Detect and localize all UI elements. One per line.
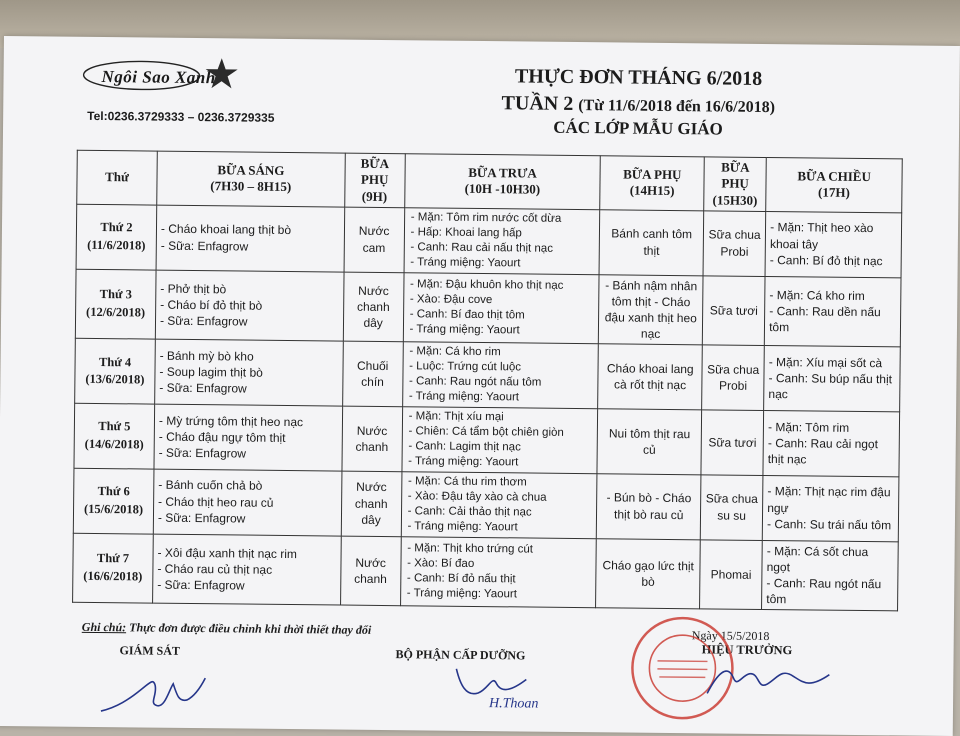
day-date: (13/6/2018) xyxy=(85,371,145,387)
snack1-cell: Nước chanh xyxy=(342,406,403,471)
menu-item: - Sữa: Enfagrow xyxy=(157,577,245,593)
menu-item: - Sữa: Enfagrow xyxy=(159,313,248,329)
snack3-cell: Sữa tươi xyxy=(702,275,765,345)
principal-title: HIỆU TRƯỞNG xyxy=(701,642,793,658)
supervisor-title: GIÁM SÁT xyxy=(119,643,180,658)
menu-item: - Cháo thịt heo rau củ xyxy=(158,494,274,510)
header-lunch-time: (10H -10H30) xyxy=(464,181,541,197)
menu-item: - Mỳ trứng tôm thịt heo nạc xyxy=(158,413,304,429)
menu-item: - Tráng miệng: Yaourt xyxy=(407,519,518,533)
table-row xyxy=(76,204,902,277)
footnote xyxy=(82,620,372,638)
header-snack2-time: (14H15) xyxy=(629,182,675,199)
header-snack3 xyxy=(704,157,767,211)
header-snack1-time: (9H) xyxy=(361,188,388,204)
header-day-label: Thứ xyxy=(105,169,129,185)
issue-date: Ngày 15/5/2018 xyxy=(691,628,770,644)
menu-item: - Mặn: Tôm rim xyxy=(768,419,850,435)
table-row xyxy=(74,403,900,476)
day-name: Thứ 6 xyxy=(97,484,130,499)
menu-item: - Canh: Rau dền nấu tôm xyxy=(769,303,881,335)
footnote-label: Ghi chú: xyxy=(81,619,127,635)
snack3-cell: Sữa chua Probi xyxy=(703,211,766,276)
lunch-cell xyxy=(403,272,599,344)
menu-item: - Xào: Đậu tây xào cà chua xyxy=(407,489,547,504)
page-title: THỰC ĐƠN THÁNG 6/2018 xyxy=(514,65,763,90)
snack1-cell: Nước chanh dây xyxy=(341,471,402,536)
menu-item: - Sữa: Enfagrow xyxy=(159,380,247,396)
menu-item: - Xào: Đậu cove xyxy=(409,293,493,307)
day-cell xyxy=(73,533,154,604)
header-snack2-label: BỮA PHỤ xyxy=(623,166,682,183)
phone-number: Tel:0236.3729333 – 0236.3729335 xyxy=(87,108,275,125)
day-name: Thứ 7 xyxy=(96,551,130,566)
menu-item: - Phở thịt bò xyxy=(160,281,227,296)
day-cell xyxy=(76,204,157,270)
snack2-cell: Cháo gạo lức thịt bò xyxy=(596,538,701,609)
menu-item: - Tráng miệng: Yaourt xyxy=(409,323,520,337)
lunch-cell xyxy=(402,342,598,409)
menu-item: - Soup lagim thịt bò xyxy=(159,364,263,380)
breakfast-cell xyxy=(155,339,343,406)
header-dinner-time: (17H) xyxy=(818,184,850,201)
day-date: (12/6/2018) xyxy=(86,304,146,320)
snack2-cell: - Bún bò - Cháo thịt bò rau củ xyxy=(597,473,702,539)
breakfast-cell xyxy=(154,404,342,471)
menu-item: - Bánh mỳ bò kho xyxy=(159,348,254,364)
header-snack2 xyxy=(600,156,704,211)
day-cell xyxy=(75,339,156,405)
menu-item: - Mặn: Xíu mại sốt cà xyxy=(768,354,883,371)
menu-item: - Xào: Bí đao xyxy=(407,557,475,570)
menu-item: - Mặn: Thịt heo xào khoai tây xyxy=(769,220,874,252)
table-row xyxy=(75,269,901,347)
snack3-cell: Sữa chua su su xyxy=(700,475,763,540)
snack2-cell: Nui tôm thịt rau củ xyxy=(597,409,702,475)
header-dinner xyxy=(766,157,902,212)
menu-item: - Mặn: Cá thu rim thơm xyxy=(407,475,527,489)
menu-item: - Mặn: Cá kho rim xyxy=(409,345,501,359)
week-label: TUẦN 2 xyxy=(501,92,574,115)
menu-item: - Tráng miệng: Yaourt xyxy=(408,455,519,469)
menu-item: - Mặn: Cá kho rim xyxy=(769,287,865,303)
menu-item: - Canh: Su búp nấu thịt nạc xyxy=(768,371,893,402)
header-dinner-label: BỮA CHIỀU xyxy=(797,168,871,185)
day-name: Thứ 4 xyxy=(98,354,132,369)
snack3-cell: Phomai xyxy=(700,539,763,609)
breakfast-cell xyxy=(155,270,343,342)
lunch-cell xyxy=(402,407,598,474)
logo-text: Ngôi Sao Xanh xyxy=(101,67,216,88)
header-snack1 xyxy=(344,153,405,207)
header-day xyxy=(77,150,158,205)
day-name: Thứ 2 xyxy=(100,220,133,235)
snack2-cell: - Bánh nậm nhân tôm thịt - Cháo đậu xanh thịt heo nạc xyxy=(599,274,704,345)
snack1-cell: Nước cam xyxy=(344,207,405,272)
menu-item: - Canh: Lagim thịt nạc xyxy=(408,440,521,454)
menu-item: - Luộc: Trứng cút luộc xyxy=(409,360,522,374)
dinner-cell xyxy=(762,540,899,611)
breakfast-cell xyxy=(156,205,344,272)
menu-item: - Canh: Bí đỏ thịt nạc xyxy=(769,252,883,268)
menu-item: - Canh: Rau ngót nấu tôm xyxy=(408,375,542,389)
day-name: Thứ 5 xyxy=(98,419,131,434)
lunch-cell xyxy=(400,536,596,608)
menu-item: - Canh: Bí đao thịt tôm xyxy=(409,308,525,322)
menu-item: - Canh: Su trái nấu tôm xyxy=(767,516,892,533)
menu-item: - Cháo bí đỏ thịt bò xyxy=(160,297,263,313)
header-breakfast-label: BỮA SÁNG xyxy=(217,162,285,179)
menu-item: - Canh: Rau cải ngọt thịt nạc xyxy=(767,435,879,467)
header-lunch-label: BỮA TRƯA xyxy=(468,164,537,181)
menu-item: - Cháo đậu ngự tôm thịt xyxy=(158,429,286,445)
menu-item: - Tráng miệng: Yaourt xyxy=(406,587,518,601)
day-cell xyxy=(74,403,155,469)
snack1-cell: Chuối chín xyxy=(342,341,403,406)
day-date: (16/6/2018) xyxy=(83,568,143,584)
menu-item: - Canh: Rau ngót nấu tôm xyxy=(766,575,882,607)
week-range: (Từ 11/6/2018 đến 16/6/2018) xyxy=(578,97,776,117)
day-date: (15/6/2018) xyxy=(83,501,144,517)
menu-item: - Mặn: Đậu khuôn kho thịt nạc xyxy=(409,278,564,292)
menu-item: - Sữa: Enfagrow xyxy=(157,510,246,526)
menu-item: - Cháo khoai lang thịt bò xyxy=(160,222,292,238)
header-snack3-time: (15H30) xyxy=(712,191,758,208)
menu-item: - Mặn: Tôm rim nước cốt dừa xyxy=(410,211,562,225)
day-cell xyxy=(75,269,156,340)
dinner-cell xyxy=(764,346,901,412)
header-breakfast xyxy=(157,151,345,207)
menu-item: - Canh: Cải thảo thịt nạc xyxy=(407,504,532,519)
menu-item: - Canh: Bí đỏ nấu thịt xyxy=(406,572,516,586)
header-snack3-label: BỮA PHỤ xyxy=(721,159,750,192)
menu-document xyxy=(0,36,960,736)
day-date: (11/6/2018) xyxy=(87,237,146,253)
dinner-cell xyxy=(765,211,902,277)
table-row xyxy=(73,533,899,611)
lunch-cell xyxy=(404,207,600,274)
menu-item: - Cháo rau củ thịt nạc xyxy=(157,561,273,577)
day-name: Thứ 3 xyxy=(99,287,132,302)
snack1-cell: Nước chanh dây xyxy=(343,272,404,342)
header-breakfast-time: (7H30 – 8H15) xyxy=(210,178,292,195)
table-row xyxy=(73,468,899,541)
breakfast-cell xyxy=(153,534,341,606)
menu-table xyxy=(72,150,903,612)
menu-item: - Tráng miệng: Yaourt xyxy=(408,390,520,404)
snack3-cell: Sữa chua Probi xyxy=(702,345,765,410)
footnote-text: Thực đơn được điều chỉnh khi thời thiết thay đổi xyxy=(129,620,372,637)
menu-item: - Sữa: Enfagrow xyxy=(160,238,249,254)
menu-item: - Canh: Rau cải nấu thịt nạc xyxy=(410,240,554,255)
table-row xyxy=(75,339,901,412)
snack1-cell: Nước chanh xyxy=(340,536,401,606)
supervisor-signature xyxy=(97,659,208,720)
header-lunch xyxy=(404,154,600,210)
snack3-cell: Sữa tươi xyxy=(701,410,764,475)
kitchen-signature-name: H.Thoan xyxy=(488,696,539,712)
menu-item: - Tráng miệng: Yaourt xyxy=(410,255,521,269)
dinner-cell xyxy=(762,475,899,541)
menu-item: - Chiên: Cá tẩm bột chiên giòn xyxy=(408,425,564,439)
snack2-cell: Bánh canh tôm thịt xyxy=(599,210,704,276)
menu-item: - Xôi đậu xanh thịt nạc rim xyxy=(157,545,298,561)
lunch-cell xyxy=(401,471,597,538)
class-title: CÁC LỚP MẪU GIÁO xyxy=(553,117,723,139)
menu-item: - Mặn: Cá sốt chua ngọt xyxy=(766,543,869,574)
header-row xyxy=(77,150,903,212)
header-snack1-label: BỮA PHỤ xyxy=(360,155,390,188)
menu-item: - Sữa: Enfagrow xyxy=(158,445,247,461)
menu-item: - Bánh cuốn chả bò xyxy=(158,477,263,494)
day-cell xyxy=(73,468,154,534)
menu-item: - Mặn: Thịt nạc rim đậu ngự xyxy=(767,484,891,515)
dinner-cell xyxy=(763,410,900,476)
menu-item: - Hấp: Khoai lang hấp xyxy=(410,225,522,240)
kitchen-title: BỘ PHẬN CẤP DƯỠNG xyxy=(395,647,526,663)
breakfast-cell xyxy=(153,469,341,536)
day-date: (14/6/2018) xyxy=(84,436,144,452)
principal-signature xyxy=(697,653,838,704)
menu-item: - Mặn: Thịt xíu mại xyxy=(408,410,504,424)
dinner-cell xyxy=(764,276,901,347)
menu-item: - Mặn: Thịt kho trứng cút xyxy=(407,542,534,556)
snack2-cell: Cháo khoai lang cà rốt thịt nạc xyxy=(598,344,703,410)
